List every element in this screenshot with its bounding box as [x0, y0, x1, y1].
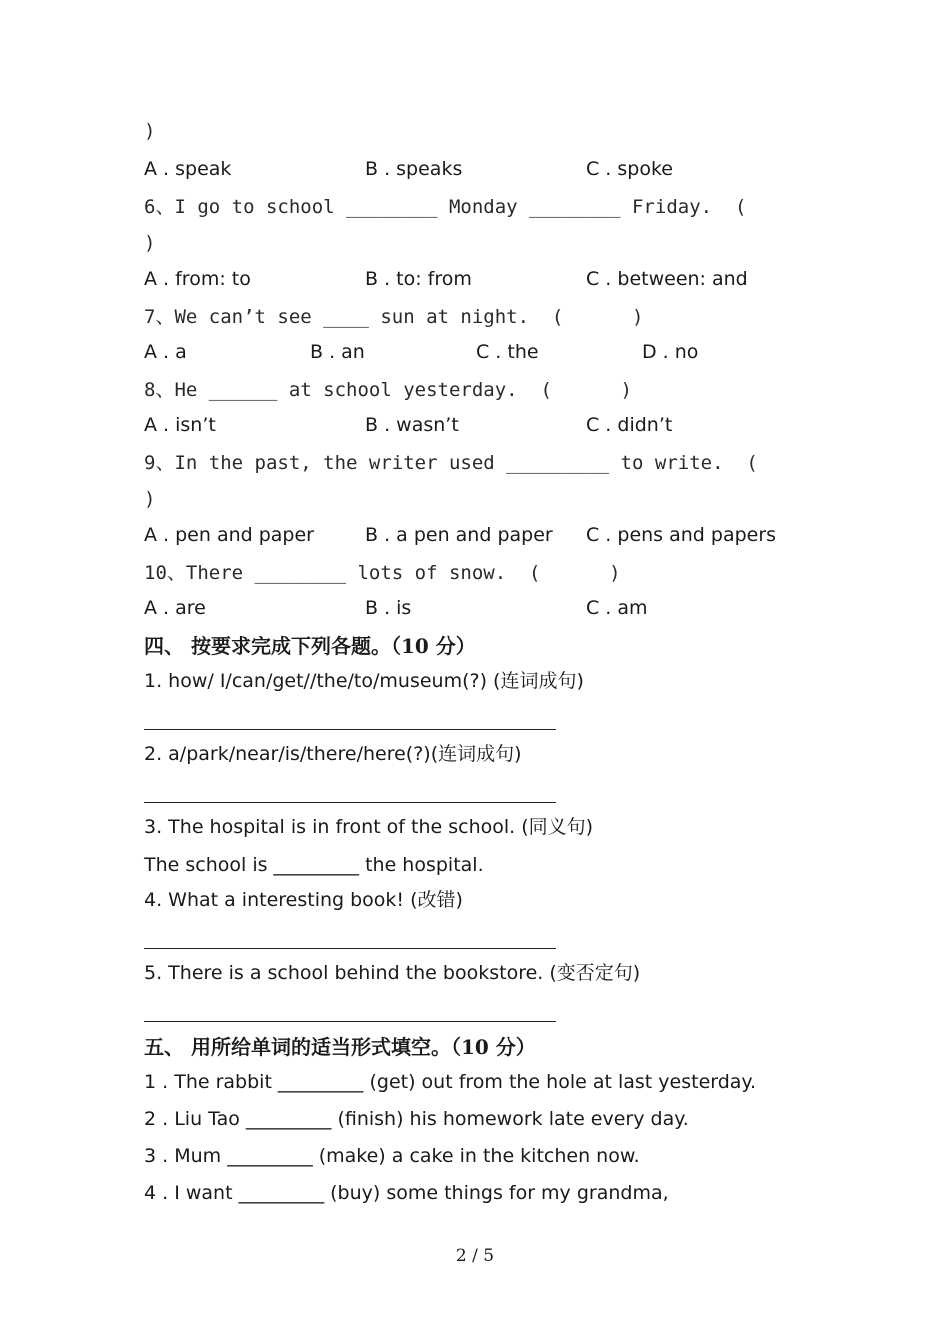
section5-item-4: 4 . I want _________ (buy) some things for my grandma, [144, 1182, 669, 1204]
q8-stem: 8、He ______ at school yesterday. ( ) [144, 379, 632, 401]
q7-option-b: B . an [310, 341, 365, 363]
q10-option-c: C . am [586, 597, 648, 619]
q5-option-a: A . speak [144, 158, 232, 180]
answer-line-5 [144, 1021, 556, 1022]
section4-item-3-blank: The school is _________ the hospital. [144, 854, 484, 876]
section4-item-5: 5. There is a school behind the bookstore. (变否定句) [144, 962, 641, 984]
answer-line-1 [144, 729, 556, 730]
q8-option-b: B . wasn’t [365, 414, 459, 436]
section4-item-1: 1. how/ I/can/get//the/to/museum(?) (连词成句) [144, 670, 584, 692]
q9-option-a: A . pen and paper [144, 524, 314, 546]
q5-option-c: C . spoke [586, 158, 673, 180]
q7-option-a: A . a [144, 341, 187, 363]
q10-stem: 10、There ________ lots of snow. ( ) [144, 562, 621, 584]
section4-title: 四、 按要求完成下列各题。（10 分） [144, 634, 476, 658]
q9-bracket-tail: ) [144, 488, 156, 510]
section5-item-1: 1 . The rabbit _________ (get) out from the hole at last yesterday. [144, 1071, 757, 1093]
q9-stem: 9、In the past, the writer used _________ to write. ( [144, 452, 758, 474]
q6-option-b: B . to: from [365, 268, 472, 290]
q10-option-b: B . is [365, 597, 412, 619]
q7-option-d: D . no [642, 341, 699, 363]
section5-item-2: 2 . Liu Tao _________ (finish) his homework late every day. [144, 1108, 689, 1130]
q6-option-c: C . between: and [586, 268, 748, 290]
q6-stem: 6、I go to school ________ Monday ________ Friday. ( [144, 196, 747, 218]
q5-option-b: B . speaks [365, 158, 463, 180]
q6-bracket-tail: ) [144, 232, 156, 254]
answer-line-4 [144, 948, 556, 949]
section5-item-3: 3 . Mum _________ (make) a cake in the kitchen now. [144, 1145, 640, 1167]
q5-bracket-tail: ) [144, 120, 156, 142]
section4-item-4: 4. What a interesting book! (改错) [144, 889, 463, 911]
q7-stem: 7、We can’t see ____ sun at night. ( ) [144, 306, 644, 328]
section4-item-3: 3. The hospital is in front of the school. (同义句) [144, 816, 594, 838]
q9-option-b: B . a pen and paper [365, 524, 553, 546]
section5-title: 五、 用所给单词的适当形式填空。（10 分） [144, 1035, 536, 1059]
page-number: 2 / 5 [455, 1246, 495, 1266]
section4-item-2: 2. a/park/near/is/there/here(?)(连词成句) [144, 743, 522, 765]
q8-option-a: A . isn’t [144, 414, 216, 436]
q7-option-c: C . the [476, 341, 539, 363]
q9-option-c: C . pens and papers [586, 524, 777, 546]
q10-option-a: A . are [144, 597, 206, 619]
answer-line-2 [144, 802, 556, 803]
q6-option-a: A . from: to [144, 268, 251, 290]
q8-option-c: C . didn’t [586, 414, 673, 436]
